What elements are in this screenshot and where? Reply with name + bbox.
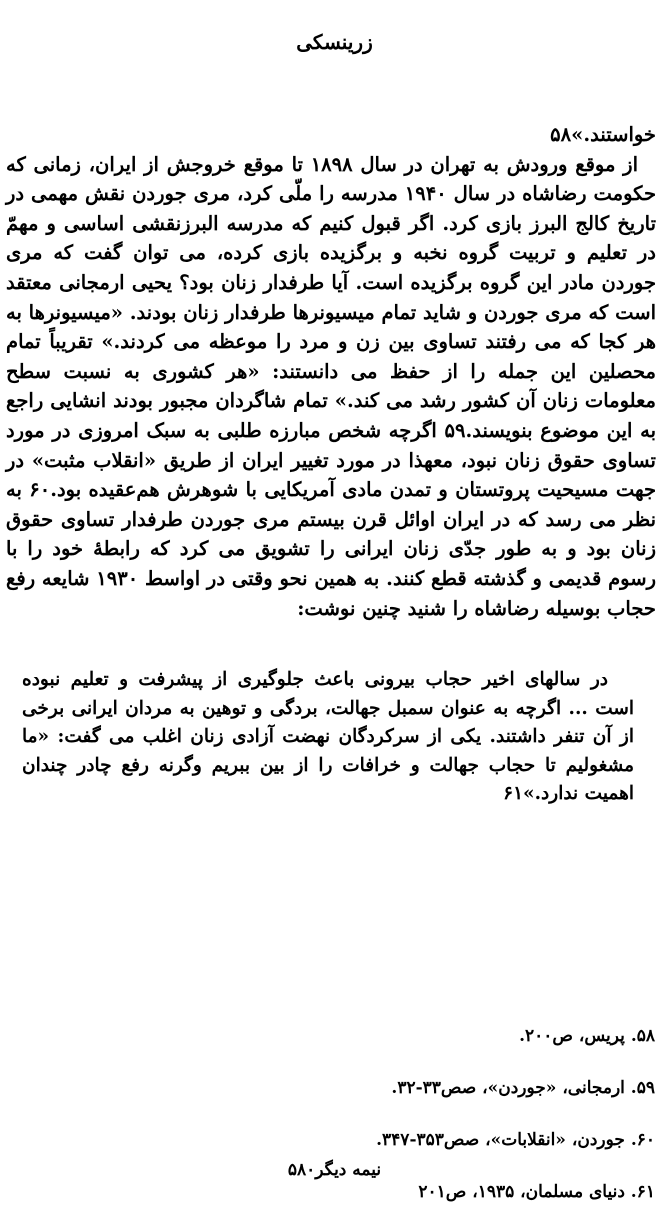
footnote-61: ۶۱. دنیای مسلمان، ۱۹۳۵، ص۲۰۱ [418,1182,655,1202]
opening-line: خواستند.»۵۸ [550,123,656,146]
main-paragraph: از موقع ورودش به تهران در سال ۱۸۹۸ تا موقع خروجش از ایران، زمانی که حکومت رضاشاه در سال ۱۹۴۰ مدرسه را ملّی کرد، مری جوردن نقش مهمی در تاریخ کالج البرز بازی کرد. اگر قبول کنیم که مدرسه البرزنقشی اساسی و مهمّ در تعلیم و تربیت گروه نخبه و برگزیده بازی کرده، می توان گفت که مری جوردن مادر این گروه برگزیده است. آیا طرفدار زنان بود؟ یحیی ارمجانی معتقد است که مری جوردن و شاید تمام میسیونرها طرفدار زنان بودند. «میسیونرها به هر کجا که می رفتند تساوی بین زن و مرد را موعظه می کردند.» تقریباً تمام محصلین این جمله را از حفظ می دانستند: «هر کشوری به نسبت سطح معلومات زنان آن کشور رشد می کند.» تمام شاگردان مجبور بودند انشایی راجع به این موضوع بنویسند.۵۹ اگرچه شخص مبارزه طلبی به سبک امروزی در مورد تساوی حقوق زنان نبود، معهذا در مورد تغییر ایران از طریق «انقلاب مثبت» در جهت مسیحیت پروتستان و تمدن مادی آمریکایی با شوهرش هم‌عقیده بود.۶۰ به نظر می رسد که در ایران اوائل قرن بیستم مری جوردن طرفدار تساوی حقوق زنان بود و به طور جدّی زنان ایرانی را تشویق می کرد که رابطهٔ خود را با رسوم قدیمی و گذشته قطع کنند. به همین نحو وقتی در اواسط ۱۹۳۰ شایعه رفع حجاب بوسیله رضاشاه را شنید چنین نوشت: [6,152,657,620]
block-quote [22,666,634,809]
footnote-59: ۵۹. ارمجانی، «جوردن»، صص۳۳-۳۲. [391,1078,655,1098]
main-text-block [6,120,656,623]
footnote-58: ۵۸. پریس، ص۲۰۰. [519,1026,655,1046]
page-footer: نیمه دیگر۵۸۰ [287,1160,382,1180]
running-head: زرینسکی [296,30,373,54]
footnote-60: ۶۰. جوردن، «انقلابات»، صص۳۵۳-۳۴۷. [376,1130,655,1150]
quote-text: در سالهای اخیر حجاب بیرونی باعث جلوگیری از پیشرفت و تعلیم نبوده است ... اگرچه به عنوان سمبل جهالت، بردگی و توهین به مردان ایرانی برخی از آن تنفر داشتند. یکی از سرکردگان نهضت آزادی زنان اغلب می گفت: «ما مشغولیم تا حجاب جهالت و خرافات را از بین ببریم وگرنه رفع چادر چندان اهمیت ندارد.»۶۱ [22,669,634,805]
footnotes-section [0,1010,655,1218]
